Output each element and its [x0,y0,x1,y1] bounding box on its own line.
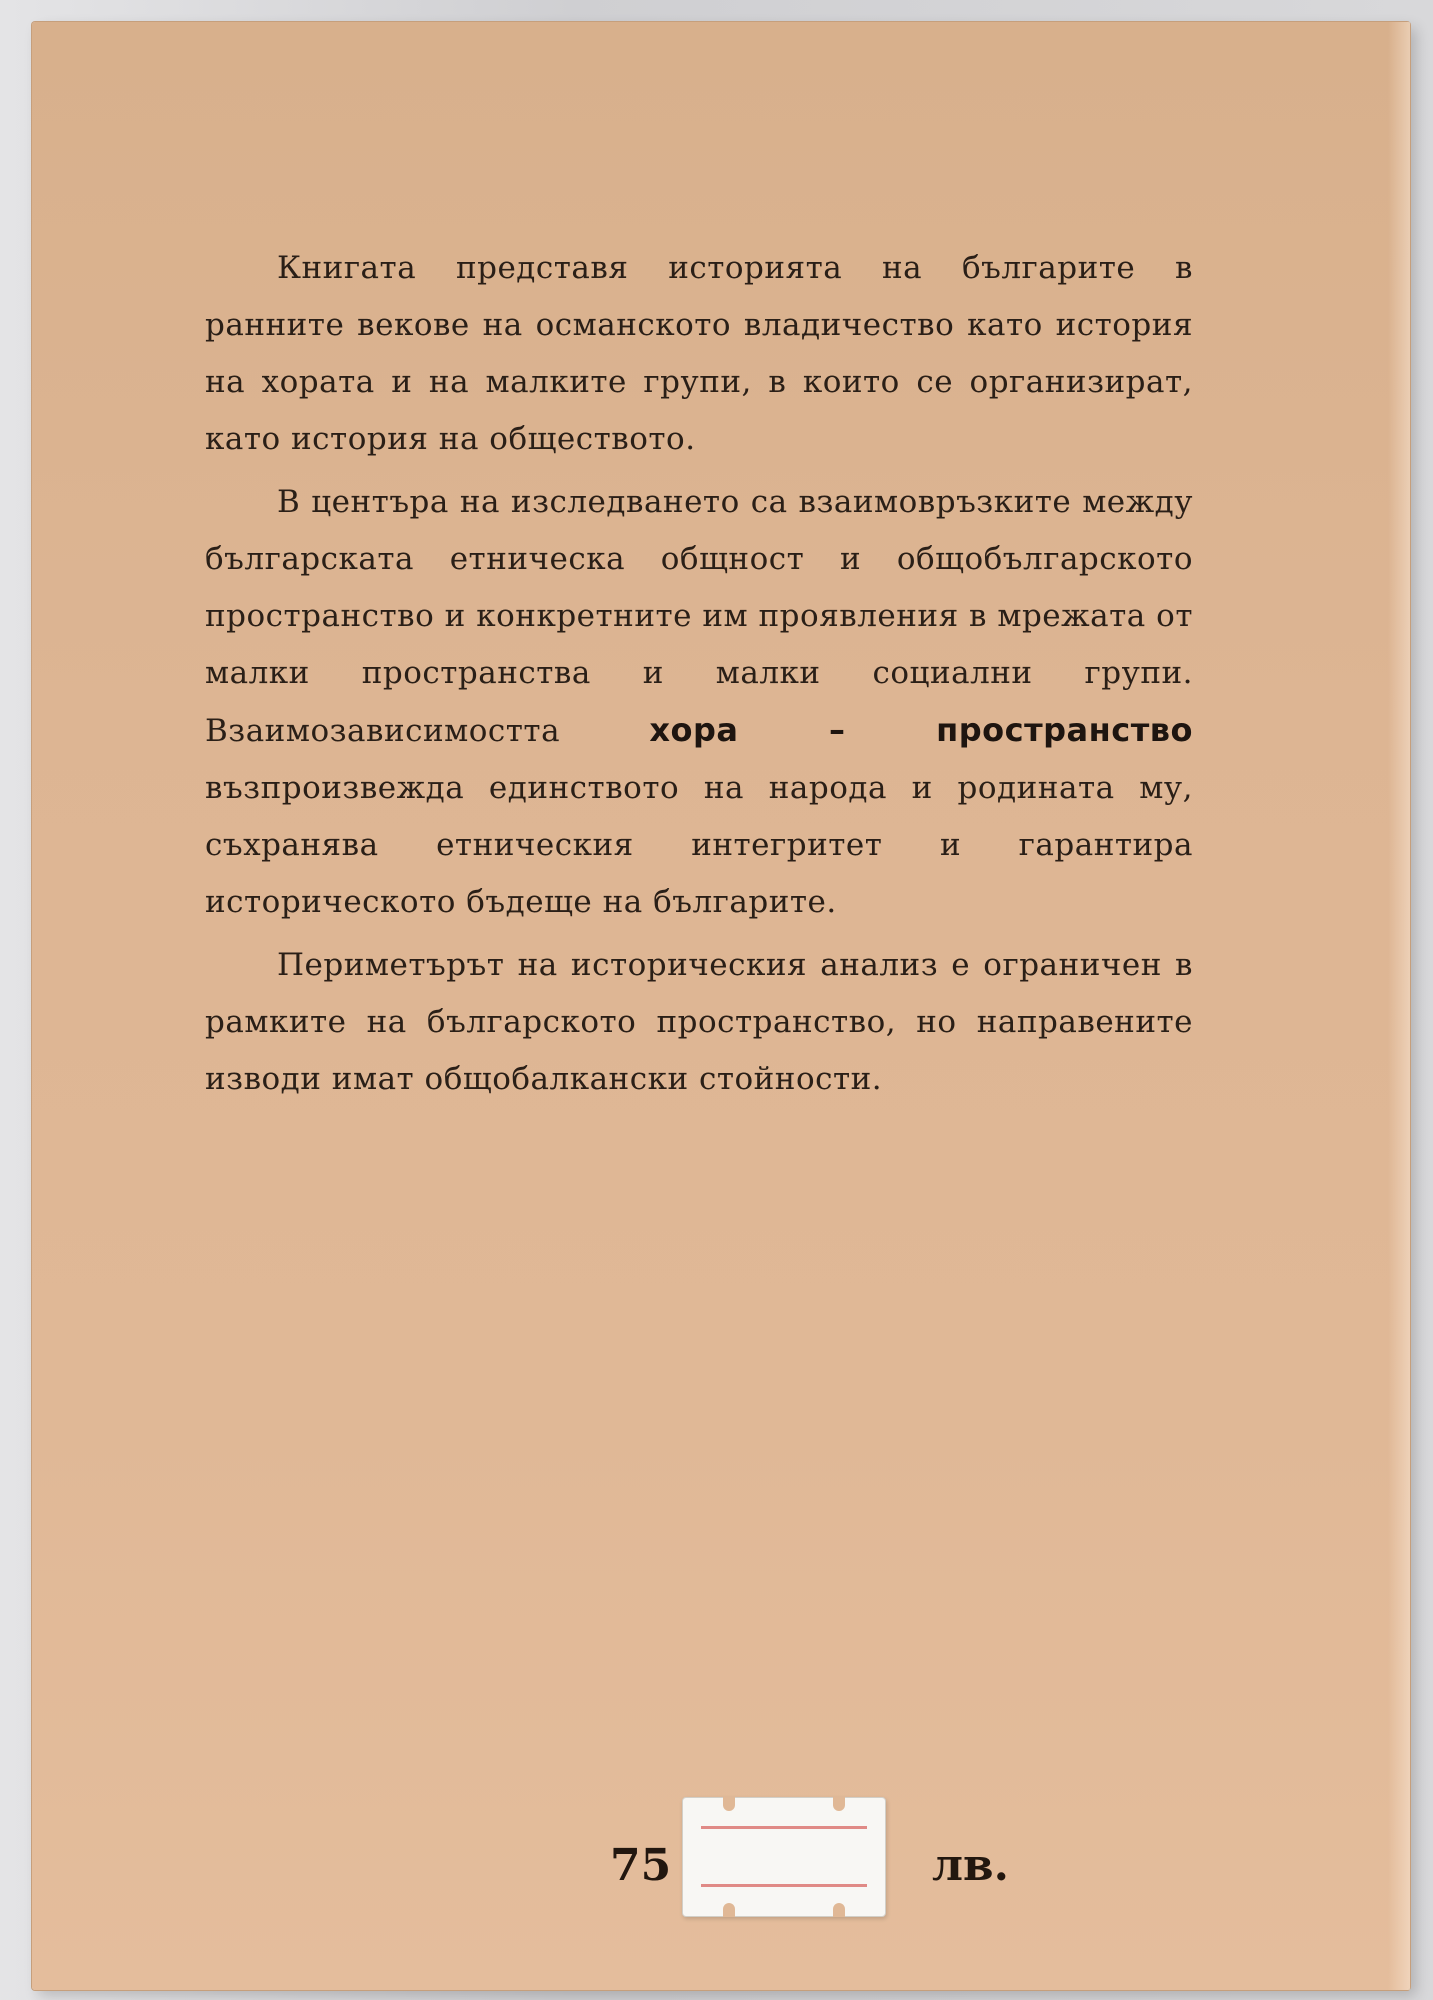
blurb-paragraph-3: Периметърът на историческия анализ е ограничен в рамките на българското пространство, но направените изводи имат общобалкански стойности. [205,947,1193,1097]
price-sticker [682,1797,886,1917]
sticker-stripe [701,1826,867,1829]
blurb-paragraph-2-end: възпроизвежда единството на народа и родината му, съхранява етническия интегритет и гарантира историческото бъдеще на българите. [205,770,1193,920]
sticker-notch [723,1903,735,1917]
sticker-notch [723,1797,735,1811]
blurb-emphasis-phrase: хора – пространство [649,711,1193,749]
cover-edge-highlight [1388,22,1410,1990]
sticker-notch [833,1903,845,1917]
sticker-stripe [701,1884,867,1887]
cover-blurb [205,240,1193,1114]
price-amount: 75 [610,1840,672,1891]
blurb-paragraph-2-start: В центъра на изследването са взаимовръзките между българската етническа общност и общобългарското пространство и конкретните им проявления в мрежата от малки пространства и малки социални групи. Взаимозависимостта [205,484,1193,749]
blurb-paragraph-1: Книгата представя историята на българите в ранните векове на османското владичество като история на хората и на малките групи, в които се организират, като история на обществото. [205,250,1193,457]
price-currency: лв. [932,1840,1009,1891]
sticker-notch [833,1797,845,1811]
blurb-paragraph-2 [205,474,1193,931]
